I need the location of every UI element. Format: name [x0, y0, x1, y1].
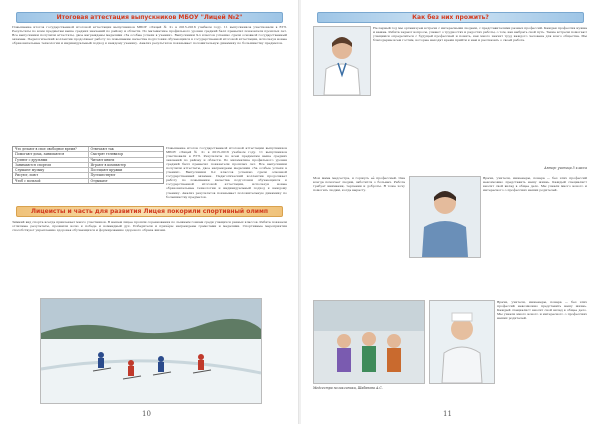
table-cell: Слушают музыку — [15, 168, 45, 173]
nurse-photo — [409, 176, 481, 258]
right-caption-top: Автор: ученица 5 класса — [544, 166, 587, 170]
left-header2-title: Лицеисты и часть для развития Лицея покорили спортивный олимп — [31, 208, 268, 215]
table-cell: Отдыхают — [88, 179, 164, 183]
right-header-bar — [317, 12, 584, 23]
table-cell: Играют в компьютер — [88, 163, 164, 167]
left-header-title: Итоговая аттестация выпускников МБОУ "Лицей №2" — [56, 14, 243, 21]
left-body-top: Повышение итогов государственной итоговой аттестации выпускников МБОУ «Лицей № 2» в 2015-2016 учебном году. 11 выпускников участвовали в ЕГЭ. Результаты по всем предметам выше средних значений по району и области. По математике профильного уровня средний балл превысил показатели прошлых лет. Все выпускники получили аттестаты, двое награждены медалями «За особые успехи в учении». Выпускники 9-х классов успешно сдали основной государственный экзамен. Педагогический коллектив продолжает работу по повышению качества подготовки обучающихся к государственной итоговой аттестации, используя новые образовательные технологии и индивидуальный подход к каждому ученику. Анализ результатов показывает положительную динамику по большинству предметов. — [12, 25, 287, 46]
table-cell: Помогают дома, занимаются — [15, 152, 65, 157]
right-page — [301, 0, 600, 424]
nurse-photo-2 — [429, 300, 495, 384]
right-page-number: 11 — [443, 410, 452, 418]
left-header2-bar — [16, 206, 283, 217]
right-body-mid: Мои мама медсестра, я горжусь её профессией. Она всегда помогает людям, заботится о больных. Работа требует внимания, терпения и доброты. Я тоже хочу помогать людям, когда вырасту. — [313, 176, 405, 193]
doctor-photo — [313, 26, 371, 96]
left-page — [0, 0, 299, 424]
table-cell: Что делают в свое свободное время? — [15, 147, 77, 151]
table-cell: Занимаются спортом — [15, 162, 51, 167]
table-cell: Путешествуют — [88, 173, 164, 177]
right-body-right: Врачи, учителя, инженеры, повара — без этих профессий невозможно представить нашу жизнь. Каждый специалист вносит свой вклад в общее дело. Мы узнали много нового и интересного о профессиях наших родителей. — [483, 176, 587, 193]
left-page-number: 10 — [142, 410, 151, 418]
ski-race-illustration — [41, 299, 261, 403]
right-header-title: Как без них прожить? — [412, 14, 489, 21]
kids-photo — [313, 300, 425, 384]
kids-illustration — [314, 301, 424, 383]
left-body-bottom: Зимний вид спорта всегда привлекает много участников. В нашем лицее прошли соревнования по лыжным гонкам среди учащихся разных классов. Ребята показали отличные результаты, проявили волю к победе и командный дух. Победители и призёры награждены грамотами и медалями. Спортивные мероприятия способствуют укреплению здоровья обучающихся и формированию здорового образа жизни. — [12, 220, 287, 233]
left-body-side: Повышение итогов государственной итоговой аттестации выпускников МБОУ «Лицей № 2» в 2015-2016 учебном году. 11 выпускников участвовали в ЕГЭ. Результаты по всем предметам выше средних значений по району и области. По математике профильного уровня средний балл превысил показатели прошлых лет. Все выпускники получили аттестаты, двое награждены медалями «За особые успехи в учении». Выпускники 9-х классов успешно сдали основной государственный экзамен. Педагогический коллектив продолжает работу по повышению качества подготовки обучающихся к государственной итоговой аттестации, используя новые образовательные технологии и индивидуальный подход к каждому ученику. Анализ результатов показывает положительную динамику по большинству предметов. — [166, 146, 287, 199]
table-cell: Рисуют, поют — [15, 173, 39, 178]
table-cell: Чтоб с пользой — [15, 178, 41, 183]
nurse-illustration — [410, 177, 480, 257]
leisure-table — [12, 146, 164, 184]
right-caption-bottom: Медсестра поликлиники, Шабанова А.С. — [313, 386, 383, 390]
ski-race-photo — [40, 298, 262, 404]
left-header-bar — [16, 12, 283, 23]
right-body-top: Не первый год мы организуем встречи с интересными людьми, с представителями разных профессий. Каждая профессия нужна и важна. Ребята задают вопросы, узнают о трудностях и радостях работы, о том, как выбрать свой путь. Такие встречи помогают учащимся определиться с будущей профессией и понять, как много значит труд каждого человека для всего общества. Мы благодарны всем гостям, которые находят время прийти к нам и рассказать о своей работе. — [373, 26, 587, 43]
doctor-illustration — [314, 27, 370, 95]
table-cell: Посещают кружки — [88, 168, 164, 172]
table-cell: Читают книги — [88, 158, 164, 162]
nurse-portrait-illustration — [430, 301, 494, 383]
right-body-bottom: Врачи, учителя, инженеры, повара — без этих профессий невозможно представить нашу жизнь. Каждый специалист вносит свой вклад в общее дело. Мы узнали много нового и интересного о профессиях наших родителей. — [497, 300, 587, 321]
table-cell: Смотрят телевизор — [88, 152, 164, 156]
table-cell: Гуляют с друзьями — [15, 157, 48, 162]
table-cell: Отвечают так — [88, 147, 164, 151]
